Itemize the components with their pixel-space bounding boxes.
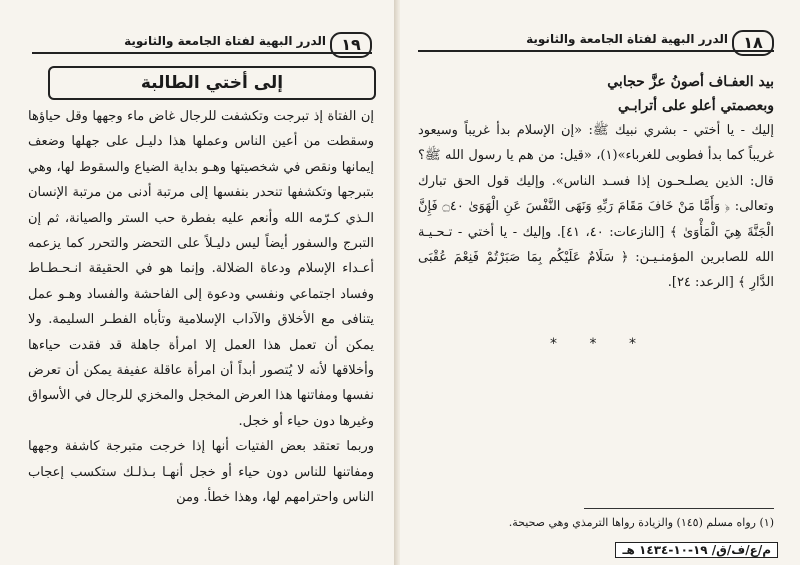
running-header-left (32, 32, 372, 54)
chapter-title: إلى أختي الطالبة (48, 66, 376, 100)
paragraph: إن الفتاة إذ تبرجت وتكشفت للرجال غاض ماء وجهها وقل حياؤها وسقطت من أعين الناس وعملها هذا دليـل على جهلها وضعف إيمانها ونقص في شخصيتها وهـو بداية الضياع والسقوط لها، وهي بتبرجها وتكشفها تنحدر بنفسها إلى مرتبة أدنى من مرتبة الإنسان الـذي كـرّمه الله وأنعم عليه بفطرة حب الستر والصيانة، ثم إن التبرج والسفور أيضاً ليس دليـلاً على التحضر والتحرر كما يزعمه أعـداء الإسلام ودعاة الضلالة. وإنما هو في الحقيقة انـحـطـاط وفساد اجتماعي ونفسي ودعوة إلى الفاحشة والفساد وهـو عمل يتنافى مع الأخلاق والآداب الإسلامية وتأباه الفطـر السليمة. ولا يمكن أن تعمل هذا العمل إلا امرأة جاهلة قد فقدت حياءها وأخلاقها لأنه لا يُتصور أبداً أن امرأة عاقلة عفيفة يمكن أن تعرض نفسها ومفاتنها هذا العرض المخجل والمخزي للرجال في الأسواق وغيرها دون حياء أو خجل. (28, 109, 374, 429)
running-header-title: الدرر البهية لفتاة الجامعة والثانوية (526, 32, 728, 46)
body-text (418, 118, 774, 296)
header-rule (418, 50, 774, 52)
running-header-title: الدرر البهية لفتاة الجامعة والثانوية (124, 34, 326, 48)
page-number: ١٨ (732, 30, 774, 56)
footnote: (١) رواه مسلم (١٤٥) والزيادة رواها الترمذي وهي صحيحة. (508, 516, 774, 529)
paragraph: وربما تعتقد بعض الفتيات أنها إذا خرجت متبرجة كاشفة وجهها ومفاتنها للناس دون حياء أو خجل أنهـا بـذلـك ستكسب إعجاب الناس واحترامهم لها، وهذا خطأ. ومن (28, 439, 374, 506)
paragraph: إليك - يا أختي - بشري نبيك ﷺ: «إن الإسلام بدأ غريباً وسيعود غريباً كما بدأ فطوبى للغرباء»(١)، «قيل: من هم يا رسول الله ﷺ؟ قال: الذين يصلـحـون إذا فسـد الناس». وإليك قول الحق تبارك وتعالى: ﴿ وَأَمَّا مَنْ خَافَ مَقَامَ رَبِّهِ وَنَهَى النَّفْسَ عَنِ الْهَوَىٰ ۝٤٠ فَإِنَّ الْجَنَّةَ هِيَ الْمَأْوَىٰ ﴾ [النازعات: ٤٠، ٤١]. وإليك - يا أختي - تـحـيـة الله للصابرين المؤمنـيـن: ﴿ سَلَامٌ عَلَيْكُم بِمَا صَبَرْتُمْ فَنِعْمَ عُقْبَى الدَّارِ ﴾ [الرعد: ٢٤]. (418, 123, 775, 291)
running-header-right (418, 30, 774, 52)
header-rule (32, 52, 372, 54)
archive-label: م/ع/ف/ق/ ١٩-١٠-١٤٣٤ هـ (615, 542, 778, 558)
body-text (28, 104, 374, 511)
poem-verse: بيد العفـاف أصونُ عزَّ حجابي (607, 74, 774, 90)
page-number: ١٩ (330, 32, 372, 58)
poem-verse: وبعصمتي أعلو على أترابـي (618, 98, 774, 114)
right-page (400, 0, 800, 565)
section-separator: * * * (550, 336, 650, 352)
footnote-rule (584, 508, 774, 509)
